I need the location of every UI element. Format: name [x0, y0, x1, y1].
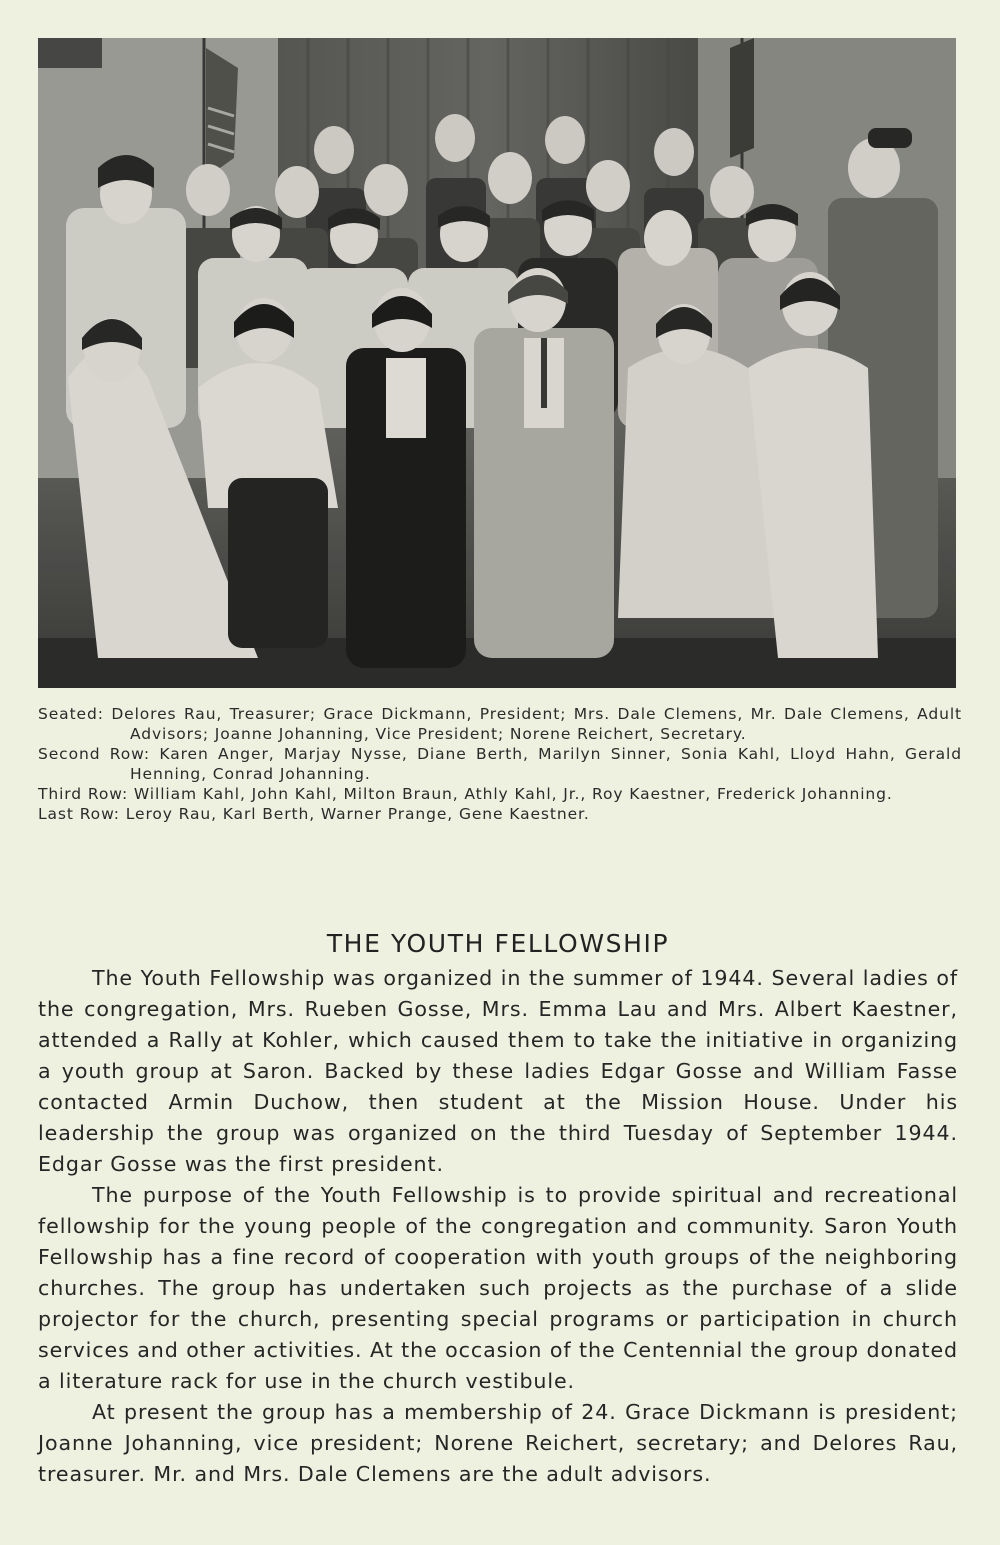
article: [38, 925, 958, 1490]
caption-third-text: William Kahl, John Kahl, Milton Braun, Athly Kahl, Jr., Roy Kaestner, Frederick Johanning.: [133, 785, 893, 803]
article-paragraph-2: The purpose of the Youth Fellowship is to provide spiritual and recreational fellowship for the young people of the congregation and community. Saron Youth Fellowship has a fine record of cooperation with youth groups of the neighboring churches. The group has undertaken such projects as the purchase of a slide projector for the church, presenting special programs or participation in church services and other activities. At the occasion of the Centennial the group donated a literature rack for use in the church vestibule.: [38, 1183, 958, 1393]
caption-third-row: [38, 784, 962, 804]
article-paragraph-3: At present the group has a membership of 24. Grace Dickmann is president; Joanne Johanning, vice president; Norene Reichert, secretary; and Delores Rau, treasurer. Mr. and Mrs. Dale Clemens are the adult advisors.: [38, 1400, 958, 1486]
caption-seated-text: Delores Rau, Treasurer; Grace Dickmann, President; Mrs. Dale Clemens, Mr. Dale Clemens, Adult Advisors; Joanne Johanning, Vice President; Norene Reichert, Secretary.: [111, 705, 963, 743]
photo-caption: [38, 704, 962, 824]
article-title: THE YOUTH FELLOWSHIP: [326, 929, 670, 958]
caption-third-label: Third Row:: [38, 785, 129, 803]
caption-last-row: [38, 804, 962, 824]
caption-second-text: Karen Anger, Marjay Nysse, Diane Berth, Marilyn Sinner, Sonia Kahl, Lloyd Hahn, Gerald Henning, Conrad Johanning.: [130, 745, 963, 783]
caption-seated: [38, 704, 962, 744]
group-photo: [38, 38, 956, 688]
caption-second-row: [38, 744, 962, 784]
caption-second-label: Second Row:: [38, 745, 151, 763]
caption-seated-label: Seated:: [38, 705, 104, 723]
article-paragraph-1: The Youth Fellowship was organized in the summer of 1944. Several ladies of the congregation, Mrs. Rueben Gosse, Mrs. Emma Lau and Mrs. Albert Kaestner, attended a Rally at Kohler, which caused them to take the initiative in organizing a youth group at Saron. Backed by these ladies Edgar Gosse and William Fasse contacted Armin Duchow, then student at the Mission House. Under his leadership the group was organized on the third Tuesday of September 1944. Edgar Gosse was the first president.: [38, 966, 958, 1176]
group-photo-icon: [38, 38, 956, 688]
caption-last-text: Leroy Rau, Karl Berth, Warner Prange, Gene Kaestner.: [125, 805, 590, 823]
caption-last-label: Last Row:: [38, 805, 120, 823]
